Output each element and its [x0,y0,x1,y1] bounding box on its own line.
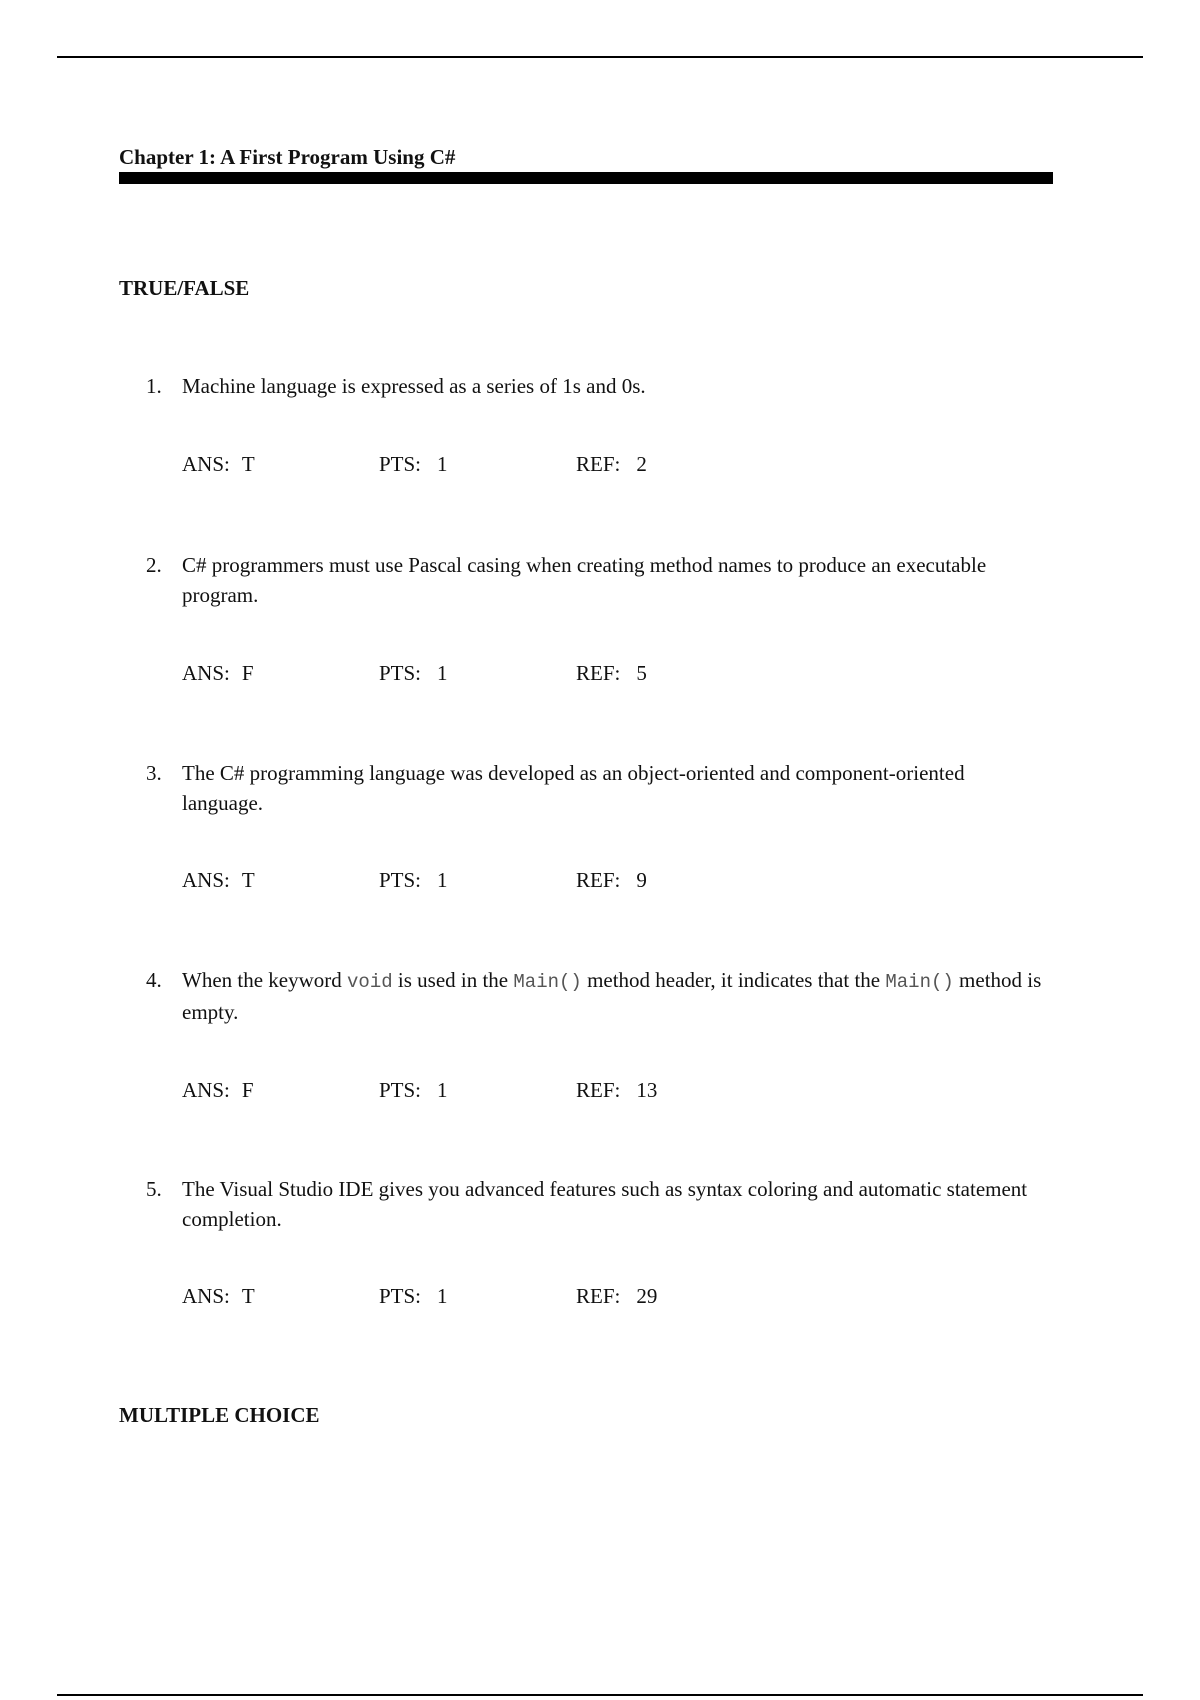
section-heading-multiple-choice: MULTIPLE CHOICE [119,1403,320,1427]
answer-field [182,1077,254,1103]
pts-value: 1 [437,1078,448,1102]
ans-label: ANS: [182,661,230,685]
code-main-method: Main() [513,971,582,993]
ans-value: T [241,868,255,892]
question-number: 3. [146,761,162,785]
points-field [379,451,448,477]
ans-value: F [241,1078,254,1102]
bottom-rule [57,1694,1143,1696]
ans-label: ANS: [182,868,230,892]
pts-label: PTS: [379,868,422,892]
answer-field [182,660,254,686]
ref-value: 13 [636,1078,658,1102]
question-text: C# programmers must use Pascal casing when creating method names to produce an executable program. [182,553,987,607]
ref-value: 2 [636,452,647,476]
pts-label: PTS: [379,1284,422,1308]
ref-value: 5 [636,661,647,685]
ans-label: ANS: [182,1078,230,1102]
ref-label: REF: [576,452,621,476]
ref-label: REF: [576,1078,621,1102]
answer-field [182,451,255,477]
pts-value: 1 [437,868,448,892]
ref-label: REF: [576,661,621,685]
answer-field [182,867,255,893]
ref-value: 29 [636,1284,658,1308]
reference-field [576,1077,657,1103]
pts-value: 1 [437,452,448,476]
question-number: 1. [146,374,162,398]
ans-value: T [241,1284,255,1308]
reference-field [576,660,647,686]
pts-label: PTS: [379,1078,422,1102]
ref-value: 9 [636,868,647,892]
code-keyword-void: void [347,971,393,993]
ref-label: REF: [576,868,621,892]
ref-label: REF: [576,1284,621,1308]
question-text: Machine language is expressed as a series of 1s and 0s. [182,374,646,398]
question-text: The Visual Studio IDE gives you advanced features such as syntax coloring and automatic statement completion. [182,1177,1028,1231]
chapter-title-bar [119,172,1053,184]
pts-label: PTS: [379,661,422,685]
section-heading-true-false: TRUE/FALSE [119,276,250,300]
points-field [379,1077,448,1103]
pts-label: PTS: [379,452,422,476]
code-main-method: Main() [885,971,954,993]
reference-field [576,1283,657,1309]
question-number: 4. [146,968,162,992]
pts-value: 1 [437,1284,448,1308]
ans-value: T [241,452,255,476]
chapter-title: Chapter 1: A First Program Using C# [119,145,456,169]
reference-field [576,867,647,893]
points-field [379,660,448,686]
ans-label: ANS: [182,1284,230,1308]
answer-field [182,1283,255,1309]
ans-label: ANS: [182,452,230,476]
points-field [379,867,448,893]
ans-value: F [241,661,254,685]
question-number: 5. [146,1177,162,1201]
pts-value: 1 [437,661,448,685]
points-field [379,1283,448,1309]
question-number: 2. [146,553,162,577]
reference-field [576,451,647,477]
top-rule [57,56,1143,58]
question-text: The C# programming language was developed as an object-oriented and component-oriented language. [182,761,965,815]
question-text: When the keyword void is used in the Main() method header, it indicates that the Main() method is empty. [182,968,1042,1024]
